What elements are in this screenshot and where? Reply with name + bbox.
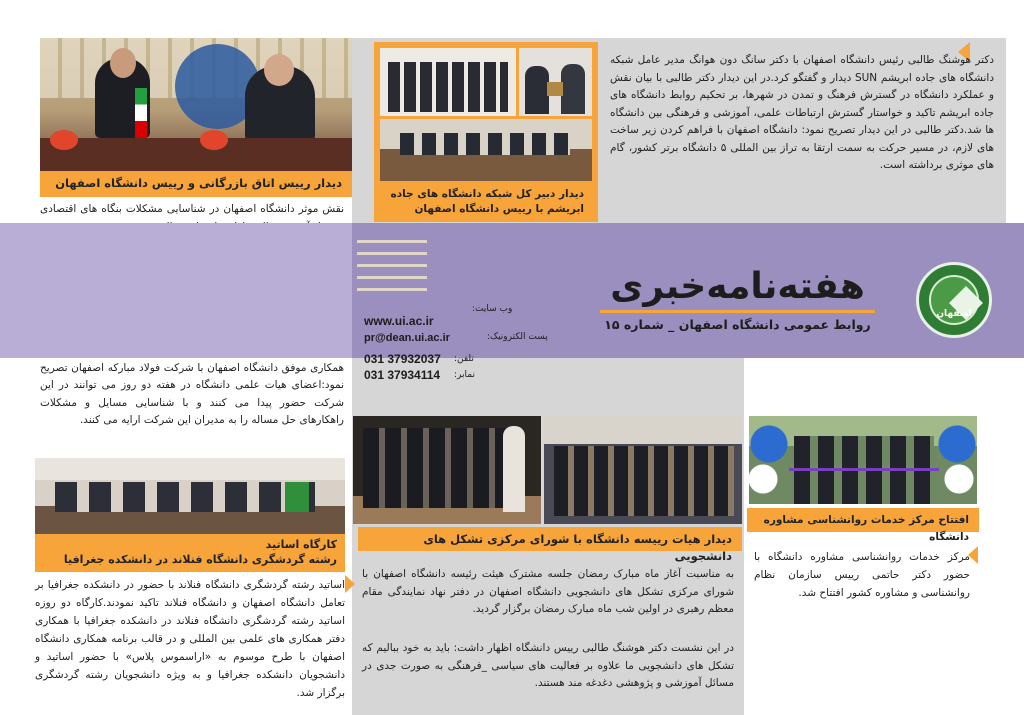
- phone-label: تلفن:: [454, 354, 474, 364]
- chamber-body: همکاری موفق دانشگاه اصفهان با شرکت فولاد مبارکه اصفهان تصریح نمود:اعضای هیات علمی دانشگاه در هفته دو روز می توانند در این شرکت حضور پیدا می کنند و با شناسایی مسایل و مشکلات راهکارهای حل مساله را به مدیران این شرکت ارایه می کنند.: [40, 361, 344, 426]
- masthead-decoration: [357, 240, 427, 300]
- chamber-body-intro: نقش موثر دانشگاه اصفهان در شناسایی مشکلات بنگاه های اقتصادی: [40, 203, 344, 215]
- group-photo: [380, 48, 516, 116]
- student-council-body-1: به مناسبت آغاز ماه مبارک رمضان جلسه مشترک هیئت رئیسه دانشگاه اصفهان با شورای مرکزی تشکل های دانشجویی دانشگاه اصفهان در دفتر نهاد نمایندگی مقام معظم رهبری در اولین شب ماه مبارک رمضان برگزار گردید.: [362, 568, 734, 615]
- counseling-caption: افتتاح مرکز خدمات روانشناسی مشاوره دانشگاه: [747, 508, 979, 532]
- masthead-subtitle: روابط عمومی دانشگاه اصفهان _ شماره ۱۵: [604, 317, 871, 332]
- sun-article-body: دکتر هوشنگ طالبی رئیس دانشگاه اصفهان با دکتر سانگ دون هوانگ مدیر عامل شبکه دانشگاه های جاده ابریشم SUN دیدار و گفتگو کرد.در این دیدار دکتر طالبی با بیان نقش و عملکرد دانشگاه در گسترش فرهنگ و تمدن در شهرها، بر تحکیم روابط دانشگاه های جاده ابریشم تاکید و خواستار گسترش ارتباطات علمی، آموزشی و فرهنگی بین دانشگاه ها شد.دکتر طالبی در این دیدار تصریح نمود: دانشگاه اصفهان با فراهم کردن زیر ساخت های لازم، در مسیر حرکت به سمت ارتقا به تراز بین المللی ۵ دانشگاه برتر کشور، گام های موثری برداشته است.: [610, 54, 995, 171]
- chamber-meeting-photo: [40, 38, 352, 171]
- masthead-brand: [560, 266, 915, 332]
- finland-article-body: اساتید رشته گردشگری دانشگاه فنلاند با حضور در دانشکده جغرافیا بر تعامل دانشگاه اصفهان و دانشگاه فنلاند تاکید نمودند.کارگاه دو روزه اساتید رشته گردشگری دانشگاه فنلاند در دانشکده جغرافیا با همکاری دفتر همکاری های علمی بین المللی و در قالب برنامه همکاری دانشگاه اصفهان با طرح موسوم به «اراسموس پلاس» با حضور اساتید و دانشجویان دانشکده جغرافیا و به ویژه دانشجویان رشته گردشگری برگزار شد.: [35, 579, 345, 699]
- finland-workshop-photo: [35, 458, 345, 534]
- university-logo: [916, 262, 992, 338]
- email-label: پست الکترونیک:: [487, 332, 548, 342]
- sun-meeting-photo: [380, 119, 592, 181]
- logo-text: اصفهان: [936, 309, 972, 319]
- phone-number: 031 37932037: [364, 352, 441, 366]
- student-council-caption: دیدار هیات رییسه دانشگاه با شورای مرکزی تشکل های دانشجویی: [358, 527, 742, 551]
- email-link[interactable]: pr@dean.ui.ac.ir: [364, 332, 450, 344]
- gift-exchange-photo: [519, 48, 592, 116]
- masthead-divider: [600, 310, 875, 313]
- student-council-photo-2: [544, 416, 742, 524]
- fax-label: نمابر:: [454, 370, 475, 380]
- counseling-article-body: مرکز خدمات روانشناسی مشاوره دانشگاه با حضور دکتر حاتمی رییس سازمان نظام روانشناسی و مشاوره کشور افتتاح شد.: [754, 551, 970, 599]
- chamber-caption: دیدار رییس اتاق بازرگانی و رییس دانشگاه اصفهان: [40, 171, 352, 197]
- website-label: وب سایت:: [472, 304, 513, 314]
- fax-number: 031 37934114: [364, 368, 441, 382]
- finland-caption: [35, 534, 345, 572]
- counseling-opening-photo: [749, 416, 977, 504]
- website-link[interactable]: www.ui.ac.ir: [364, 314, 434, 328]
- finland-caption-line2: رشته گردشگری دانشگاه فنلاند در دانشکده جغرافیا: [63, 553, 337, 566]
- student-council-body-2: در این نشست دکتر هوشنگ طالبی رییس دانشگاه اظهار داشت: باید به خود ببالیم که تشکل های دانشجویی ما علاوه بر فعالیت های سیاسی _فرهنگی به صورت جدی در مسائل آموزشی و پژوهشی دغدغه مند هستند.: [362, 642, 734, 689]
- finland-caption-line1: کارگاه اساتید: [265, 538, 337, 551]
- student-council-photo-1: [353, 416, 541, 524]
- sun-caption: دیدار دبیر کل شبکه دانشگاه های جاده ابریشم با رییس دانشگاه اصفهان: [380, 184, 592, 220]
- finland-corner-triangle: [345, 575, 355, 593]
- masthead-left-panel: [0, 223, 352, 358]
- masthead-title: هفته‌نامه‌خبری: [610, 266, 865, 307]
